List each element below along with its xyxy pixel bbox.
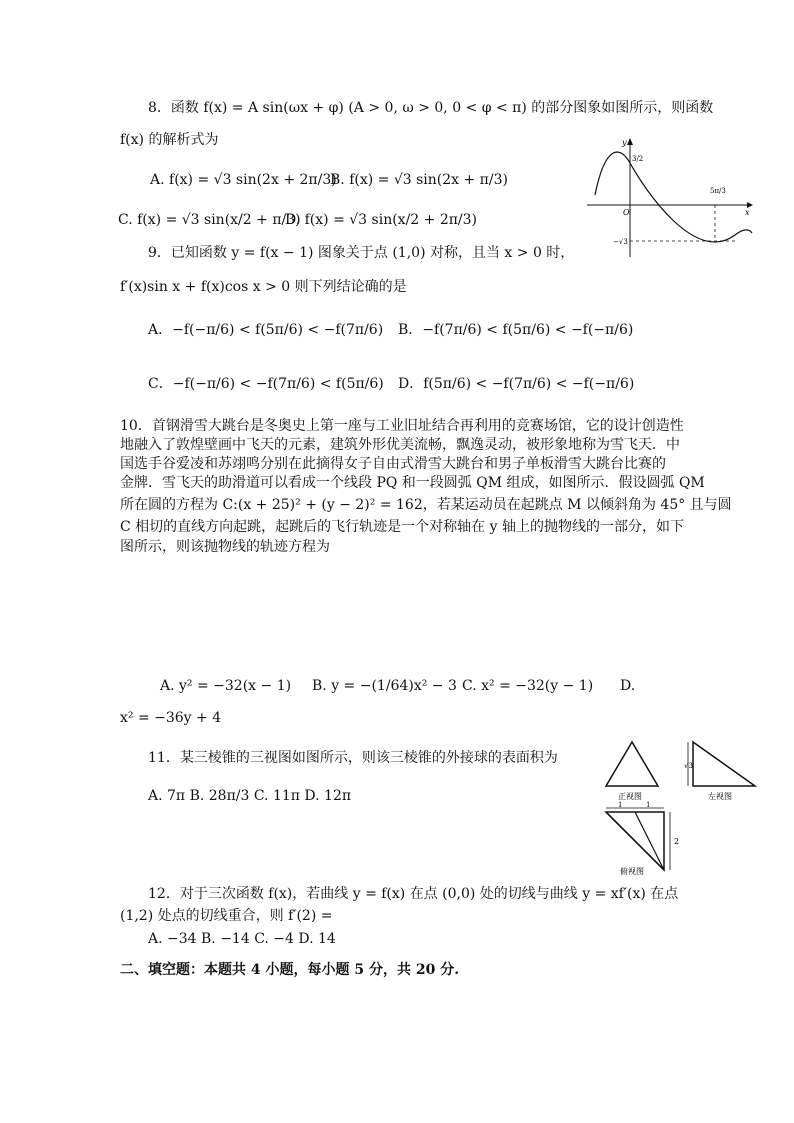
top-dim-2: 2	[674, 837, 680, 846]
top-dim-1b: 1	[646, 801, 651, 809]
q10-option-b: B. y = −(1/64)x² − 3	[312, 678, 457, 694]
q10-option-c: C. x² = −32(y − 1)	[462, 678, 594, 694]
q10-option-a: A. y² = −32(x − 1)	[160, 678, 292, 694]
left-dim-root3: √3	[684, 762, 693, 770]
q11-options: A. 7π B. 28π/3 C. 11π D. 12π	[148, 788, 352, 804]
graph-y-top-label: 3/2	[632, 155, 644, 163]
q11-stem: 11．某三棱锥的三视图如图所示，则该三棱锥的外接球的表面积为	[148, 750, 558, 766]
q10-option-d: D.	[620, 678, 636, 694]
q10-line-3: 国选手谷爱凌和苏翊鸣分别在此摘得女子自由式滑雪大跳台和男子单板滑雪大跳台比赛的	[120, 456, 666, 472]
q10-line-2: 地融入了敦煌壁画中飞天的元素，建筑外形优美流畅，飘逸灵动，被形象地称为雪飞天．中	[120, 437, 680, 453]
q12-stem: 12．对于三次函数 f(x)，若曲线 y = f(x) 在点 (0,0) 处的切线与曲线 y = xf′(x) 在点	[148, 886, 679, 902]
q8-sine-graph	[585, 135, 755, 260]
graph-x-mark-label: 5π/3	[710, 187, 726, 195]
graph-origin-label: O	[623, 208, 630, 217]
q10-option-d-value: x² = −36y + 4	[120, 710, 222, 726]
top-dim-1a: 1	[618, 801, 623, 809]
q9-option-a: A．−f(−π/6) < f(5π/6) < −f(7π/6)	[148, 322, 384, 338]
q8-option-c: C. f(x) = √3 sin(x/2 + π/3)	[118, 212, 301, 228]
q9-option-d: D．f(5π/6) < −f(7π/6) < −f(−π/6)	[398, 376, 635, 392]
q10-line-7: 图所示，则该抛物线的轨迹方程为	[120, 539, 330, 555]
section-2-heading: 二、填空题：本题共 4 小题，每小题 5 分，共 20 分.	[120, 962, 460, 978]
front-view-label: 正视图	[618, 792, 642, 801]
q8-option-a: A. f(x) = √3 sin(2x + 2π/3)	[150, 172, 337, 188]
q11-three-views	[598, 736, 763, 876]
q12-stem-line2: (1,2) 处点的切线重合，则 f′(2) =	[120, 908, 333, 924]
q8-option-b: B. f(x) = √3 sin(2x + π/3)	[330, 172, 508, 188]
graph-x-axis-label: x	[745, 208, 750, 217]
q8-option-d: D. f(x) = √3 sin(x/2 + 2π/3)	[285, 212, 478, 228]
q9-option-c: C．−f(−π/6) < −f(7π/6) < f(5π/6)	[148, 376, 384, 392]
q8-stem-line2: f(x) 的解析式为	[120, 132, 219, 148]
q8-stem: 8．函数 f(x) = A sin(ωx + φ) (A > 0, ω > 0, 0 < φ < π) 的部分图象如图所示，则函数	[148, 100, 714, 116]
q12-options: A. −34 B. −14 C. −4 D. 14	[148, 931, 336, 947]
q10-line-5: 所在圆的方程为 C:(x + 25)² + (y − 2)² = 162，若某运动员在起跳点 M 以倾斜角为 45° 且与圆	[120, 497, 732, 513]
graph-y-axis-label: y	[622, 138, 627, 147]
left-view-label: 左视图	[708, 792, 732, 801]
q9-stem-line2: f′(x)sin x + f(x)cos x > 0 则下列结论确的是	[120, 279, 407, 295]
q10-line-1: 10．首钢滑雪大跳台是冬奥史上第一座与工业旧址结合再利用的竞赛场馆，它的设计创造性	[120, 418, 684, 434]
top-view-label: 俯视图	[620, 867, 644, 876]
graph-y-min-label: −√3	[613, 238, 628, 246]
q9-option-b: B．−f(7π/6) < f(5π/6) < −f(−π/6)	[398, 322, 634, 338]
q9-stem: 9．已知函数 y = f(x − 1) 图象关于点 (1,0) 对称，且当 x > 0 时，	[148, 245, 575, 261]
q10-line-6: C 相切的直线方向起跳，起跳后的飞行轨迹是一个对称轴在 y 轴上的抛物线的一部分，如下	[120, 519, 684, 535]
q10-line-4: 金牌．雪飞天的助滑道可以看成一个线段 PQ 和一段圆弧 QM 组成，如图所示．假设圆弧 QM	[120, 475, 705, 491]
